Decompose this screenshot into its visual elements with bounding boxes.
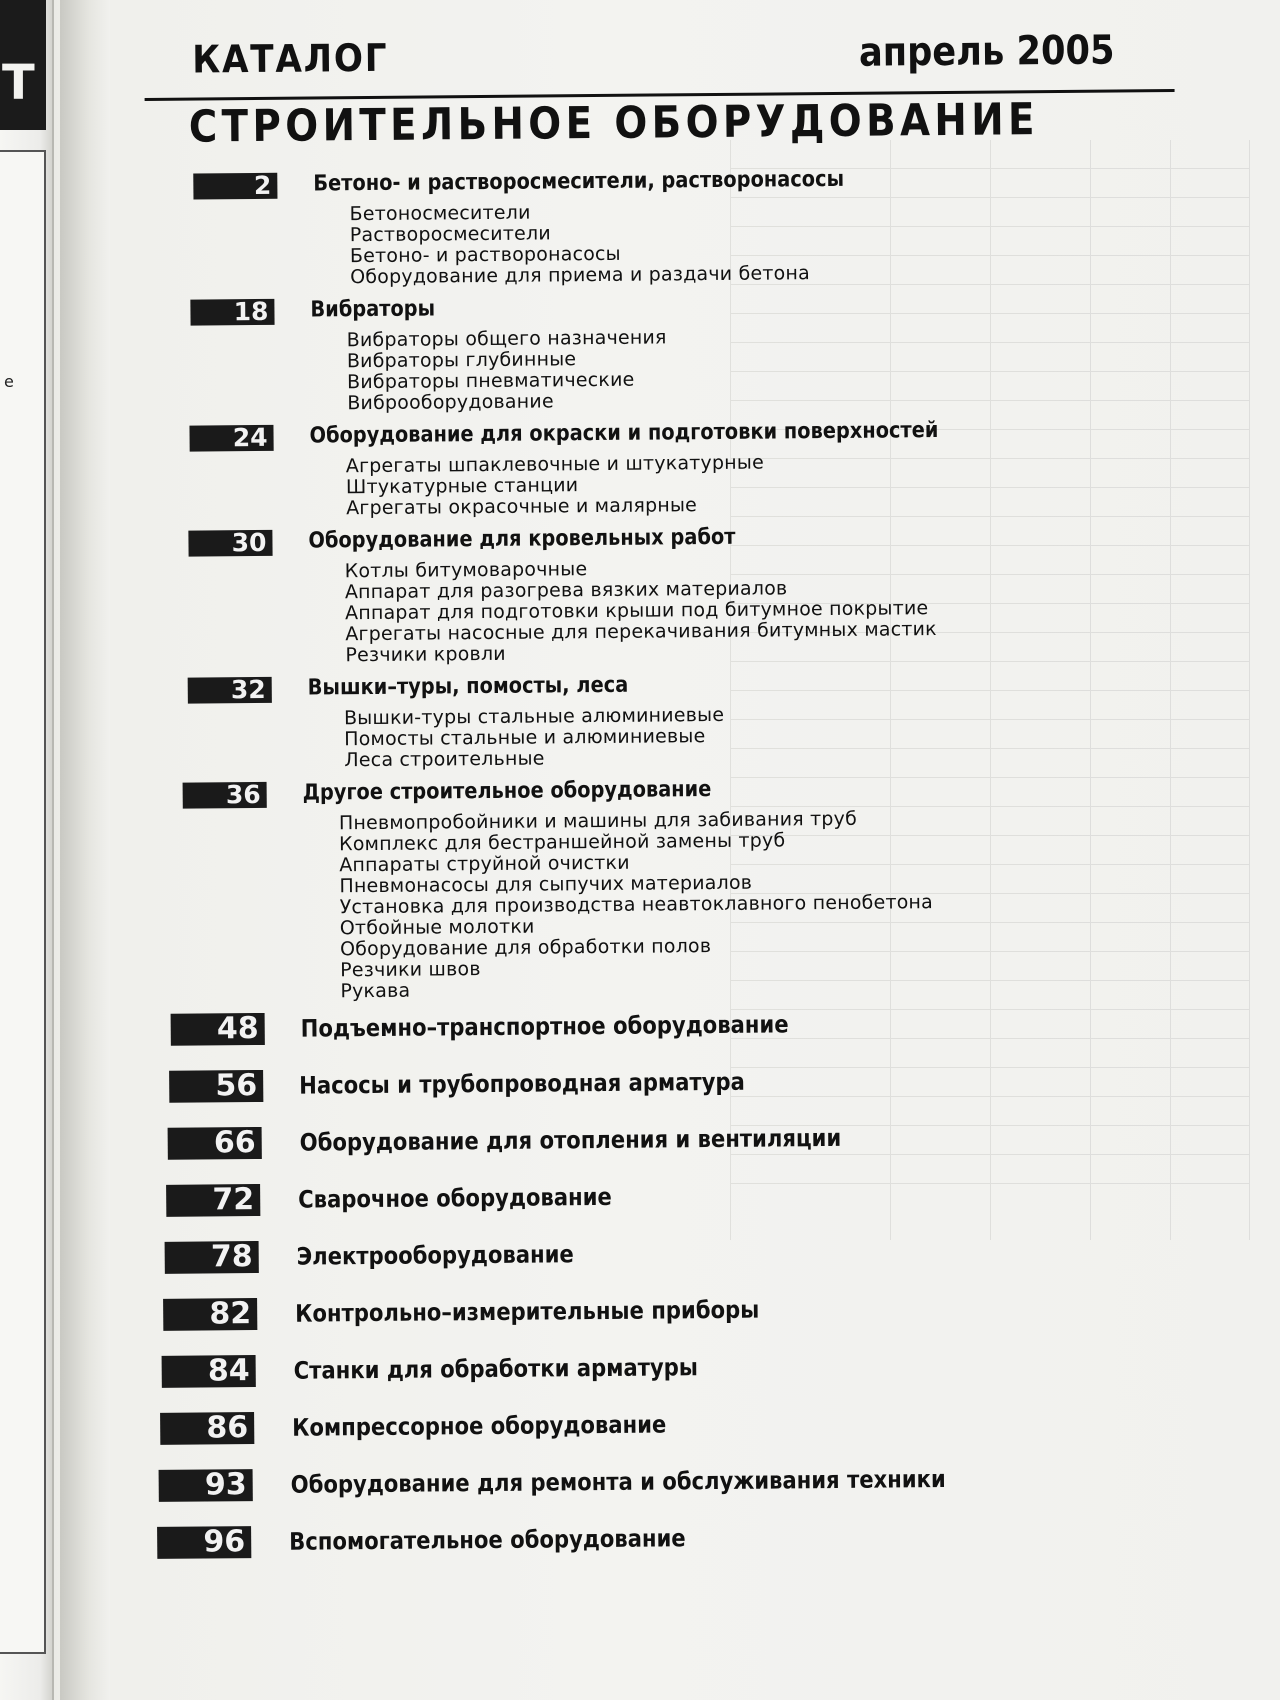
section-title: Электрооборудование (296, 1240, 574, 1271)
toc-section (146, 665, 1177, 773)
page-number-badge: 66 (168, 1127, 262, 1160)
catalog-page (140, 21, 1180, 1560)
toc-section (142, 287, 1173, 416)
subsection-item: Установка для производства неавтоклавного пенобетона (339, 891, 934, 919)
subsection-item: Пневмонасосы для сыпучих материалов (339, 871, 753, 898)
toc-section (147, 770, 1179, 1004)
toc-section (150, 1115, 1180, 1181)
table-of-contents (141, 161, 1183, 1580)
subsection-item: Рукава (340, 979, 411, 1003)
section-title: Оборудование для отопления и вентиляции (299, 1123, 842, 1157)
page-number-badge: 84 (162, 1355, 256, 1388)
toc-section (150, 1172, 1180, 1238)
section-title: Сварочное оборудование (298, 1182, 612, 1214)
subsection-item: Бетоно- и растворонасосы (349, 242, 621, 268)
subsection-item: Агрегаты шпаклевочные и штукатурные (345, 451, 765, 478)
subsection-item: Аппараты струйной очистки (339, 851, 630, 877)
section-title: Вышки–туры, помосты, леса (307, 672, 629, 701)
section-title: Оборудование для окраски и подготовки поверхностей (309, 418, 939, 449)
subsection-list (344, 701, 1177, 771)
page-number-badge: 24 (189, 425, 273, 452)
subsection-item: Леса строительные (344, 747, 545, 772)
page-number-badge: 18 (190, 299, 274, 326)
black-corner-block (0, 0, 46, 130)
toc-section (153, 1514, 1183, 1580)
section-title: Другое строительное оборудование (302, 777, 712, 806)
subsection-item: Резчики кровли (345, 642, 506, 667)
subsection-item: Аппарат для разогрева вязких материалов (344, 577, 788, 604)
toc-section-header (150, 1172, 1180, 1238)
toc-section-header (152, 1343, 1182, 1409)
subsection-item: Помосты стальные и алюминиевые (344, 725, 706, 751)
subsection-item: Растворосмесители (349, 222, 551, 247)
section-title: Компрессорное оборудование (292, 1410, 667, 1442)
toc-section (141, 161, 1172, 290)
page-number-badge: 30 (188, 530, 272, 557)
toc-section-header (149, 1001, 1179, 1067)
page-number-badge: 72 (166, 1184, 260, 1217)
catalog-label: КАТАЛОГ (192, 35, 389, 82)
section-title: Станки для обработки арматуры (293, 1353, 699, 1385)
subsection-item: Агрегаты окрасочные и малярные (346, 494, 698, 520)
page-binding-shadow (60, 0, 110, 1700)
subsection-item: Аппарат для подготовки крыши под битумное покрытие (345, 597, 929, 625)
toc-section-header (153, 1514, 1183, 1580)
subsection-item: Комплекс для бестраншейной замены труб (339, 829, 786, 856)
toc-section (144, 518, 1175, 668)
toc-section-header (151, 1286, 1181, 1352)
subsection-list (339, 806, 1179, 1002)
subsection-item: Вибраторы пневматические (346, 368, 635, 394)
page-number-badge: 93 (159, 1469, 253, 1502)
subsection-item: Отбойные молотки (339, 915, 535, 940)
page-number-badge: 96 (157, 1526, 251, 1559)
toc-section (152, 1400, 1182, 1466)
page-number-badge: 86 (160, 1412, 254, 1445)
page-number-badge: 48 (171, 1013, 265, 1046)
toc-section (152, 1343, 1182, 1409)
toc-section (153, 1457, 1183, 1523)
toc-section-header (151, 1229, 1181, 1295)
toc-section-header (149, 1058, 1179, 1124)
page-number-badge: 78 (165, 1241, 259, 1274)
page-header (140, 21, 1180, 88)
subsection-item: Оборудование для обработки полов (339, 935, 712, 961)
prev-page-glyph: T (2, 55, 35, 111)
section-title: Оборудование для ремонта и обслуживания техники (290, 1465, 946, 1499)
previous-page-edge (0, 0, 54, 1700)
page-number-badge: 32 (188, 677, 272, 704)
toc-section (151, 1229, 1181, 1295)
subsection-list (346, 449, 1175, 519)
subsection-list (345, 554, 1176, 666)
subsection-item: Агрегаты насосные для перекачивания битумных мастик (345, 618, 937, 646)
prev-page-letter: e (4, 372, 14, 391)
section-title: Контрольно–измерительные приборы (295, 1295, 760, 1328)
subsection-item: Резчики швов (340, 958, 481, 982)
section-title: Вспомогательное оборудование (289, 1524, 686, 1556)
subsection-item: Вышки-туры стальные алюминиевые (343, 703, 725, 730)
toc-section (151, 1286, 1181, 1352)
subsection-item: Пневмопробойники и машины для забивания труб (338, 807, 858, 835)
section-title: Подъемно–транспортное оборудование (300, 1010, 789, 1043)
toc-section-header (150, 1115, 1180, 1181)
subsection-item: Оборудование для приема и раздачи бетона (350, 262, 810, 289)
section-title: Оборудование для кровельных работ (308, 524, 736, 554)
page-title: СТРОИТЕЛЬНОЕ ОБОРУДОВАНИЕ (188, 94, 1040, 153)
page-number-badge: 56 (169, 1070, 263, 1103)
subsection-item: Бетоносмесители (349, 201, 531, 226)
subsection-item: Вибраторы общего назначения (346, 326, 667, 352)
subsection-list (350, 197, 1173, 288)
page-number-badge: 36 (183, 782, 267, 809)
show-through-column (1249, 140, 1250, 1240)
section-title: Насосы и трубопроводная арматура (299, 1067, 745, 1100)
toc-section (149, 1058, 1179, 1124)
toc-section-header (152, 1400, 1182, 1466)
subsection-list (347, 323, 1174, 414)
subsection-item: Вибраторы глубинные (346, 348, 577, 373)
page-number-badge: 2 (193, 173, 277, 200)
section-title: Вибраторы (310, 296, 436, 323)
toc-section (143, 413, 1174, 521)
page-number-badge: 82 (163, 1298, 257, 1331)
subsection-item: Виброоборудование (347, 390, 554, 415)
toc-section (149, 1001, 1179, 1067)
section-title: Бетоно- и растворосмесители, растворонасосы (313, 166, 845, 197)
prev-page-frame (0, 150, 46, 1654)
subsection-item: Котлы битумоварочные (344, 558, 588, 583)
issue-date: апрель 2005 (858, 27, 1115, 76)
toc-section-header (153, 1457, 1183, 1523)
subsection-item: Штукатурные станции (345, 474, 579, 499)
